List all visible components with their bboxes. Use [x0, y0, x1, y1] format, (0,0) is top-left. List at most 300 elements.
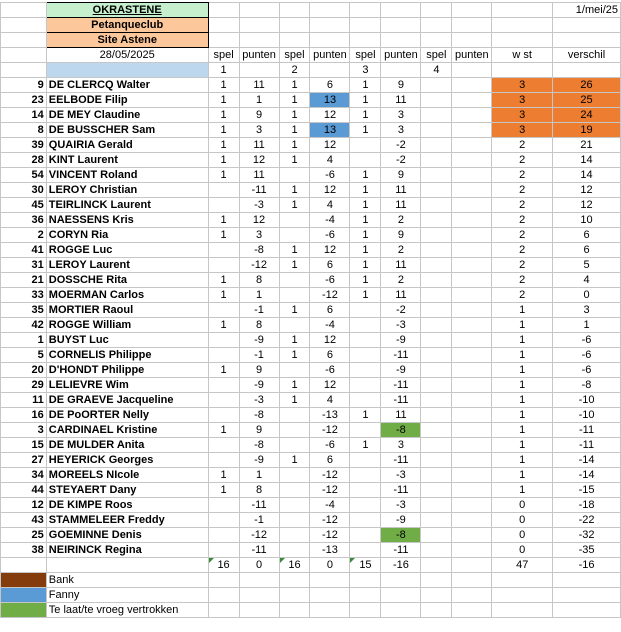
- score-s3: 1: [350, 438, 381, 453]
- score-p3: -9: [381, 333, 421, 348]
- score-p2: 4: [310, 393, 350, 408]
- player-name: ROGGE Luc: [46, 243, 208, 258]
- score-s4: [421, 333, 452, 348]
- player-name: DE PoORTER Nelly: [46, 408, 208, 423]
- score-s1: 1: [208, 423, 239, 438]
- legend-label: Bank: [46, 573, 208, 588]
- score-s1: 1: [208, 273, 239, 288]
- score-s2: 1: [279, 138, 310, 153]
- table-row: [1, 183, 621, 198]
- wins-cell: 2: [492, 258, 553, 273]
- player-name: BUYST Luc: [46, 333, 208, 348]
- player-number: 31: [1, 258, 47, 273]
- score-s3: [350, 453, 381, 468]
- difference-cell: 24: [553, 108, 621, 123]
- legend-empty: [381, 588, 421, 603]
- difference-cell: -6: [553, 348, 621, 363]
- score-p4: [452, 258, 492, 273]
- score-p3: 9: [381, 168, 421, 183]
- score-p1: 1: [239, 468, 279, 483]
- score-p2: -6: [310, 228, 350, 243]
- score-p3: -9: [381, 363, 421, 378]
- wins-cell: 2: [492, 183, 553, 198]
- table-row: [1, 438, 621, 453]
- player-number: 21: [1, 273, 47, 288]
- score-s2: 1: [279, 153, 310, 168]
- player-number: 2: [1, 228, 47, 243]
- player-number: 25: [1, 528, 47, 543]
- difference-cell: 10: [553, 213, 621, 228]
- score-p4: [452, 528, 492, 543]
- difference-cell: 4: [553, 273, 621, 288]
- score-p4: [452, 168, 492, 183]
- score-s2: [279, 288, 310, 303]
- difference-cell: 6: [553, 228, 621, 243]
- legend-empty: [492, 573, 553, 588]
- score-s2: 1: [279, 453, 310, 468]
- player-name: NEIRINCK Regina: [46, 543, 208, 558]
- score-s2: [279, 543, 310, 558]
- score-p2: -12: [310, 288, 350, 303]
- club-title: OKRASTENE: [46, 3, 208, 18]
- table-row: [1, 288, 621, 303]
- score-s1: 1: [208, 318, 239, 333]
- total-s3: 15: [350, 558, 381, 573]
- player-number: 54: [1, 168, 47, 183]
- difference-cell: -18: [553, 498, 621, 513]
- score-s4: [421, 528, 452, 543]
- col-spel-2: spel: [279, 48, 310, 63]
- score-p2: -6: [310, 168, 350, 183]
- score-p1: -9: [239, 378, 279, 393]
- score-s1: 1: [208, 213, 239, 228]
- difference-cell: -6: [553, 333, 621, 348]
- player-number: 29: [1, 378, 47, 393]
- total-p3: -16: [381, 558, 421, 573]
- score-p3: 3: [381, 123, 421, 138]
- table-row: [1, 408, 621, 423]
- player-name: DE KIMPE Roos: [46, 498, 208, 513]
- difference-cell: -10: [553, 408, 621, 423]
- score-s2: 1: [279, 243, 310, 258]
- wins-cell: 3: [492, 78, 553, 93]
- player-name: DE CLERCQ Walter: [46, 78, 208, 93]
- player-number: 43: [1, 513, 47, 528]
- score-s1: [208, 183, 239, 198]
- score-s3: [350, 528, 381, 543]
- difference-cell: 0: [553, 288, 621, 303]
- total-ver: -16: [553, 558, 621, 573]
- score-s4: [421, 78, 452, 93]
- legend-empty: [310, 588, 350, 603]
- score-s2: [279, 528, 310, 543]
- score-s2: [279, 408, 310, 423]
- score-s1: 1: [208, 138, 239, 153]
- score-p2: -6: [310, 273, 350, 288]
- col-spel-3: spel: [350, 48, 381, 63]
- score-p3: -11: [381, 378, 421, 393]
- score-s1: [208, 438, 239, 453]
- legend-swatch: [1, 588, 47, 603]
- table-row: [1, 138, 621, 153]
- player-number: 8: [1, 123, 47, 138]
- club-subtitle: Petanqueclub: [46, 18, 208, 33]
- wins-cell: 1: [492, 438, 553, 453]
- total-p2: 0: [310, 558, 350, 573]
- score-p3: -11: [381, 393, 421, 408]
- legend-row: [1, 588, 621, 603]
- score-s2: 1: [279, 123, 310, 138]
- score-p2: 12: [310, 243, 350, 258]
- difference-cell: 12: [553, 183, 621, 198]
- col-punten-3: punten: [381, 48, 421, 63]
- score-p4: [452, 378, 492, 393]
- score-p3: -2: [381, 138, 421, 153]
- player-number: 42: [1, 318, 47, 333]
- legend-empty: [208, 573, 239, 588]
- player-number: 11: [1, 393, 47, 408]
- table-row: [1, 123, 621, 138]
- wins-cell: 2: [492, 138, 553, 153]
- legend-empty: [452, 573, 492, 588]
- score-p1: 11: [239, 78, 279, 93]
- score-s4: [421, 498, 452, 513]
- score-s1: [208, 543, 239, 558]
- score-p1: -8: [239, 408, 279, 423]
- score-s2: [279, 438, 310, 453]
- difference-cell: 21: [553, 138, 621, 153]
- score-s1: 1: [208, 93, 239, 108]
- score-p1: -1: [239, 303, 279, 318]
- score-s3: 1: [350, 108, 381, 123]
- player-name: MORTIER Raoul: [46, 303, 208, 318]
- wins-cell: 1: [492, 333, 553, 348]
- wins-cell: 0: [492, 498, 553, 513]
- score-p2: 13: [310, 93, 350, 108]
- legend-empty: [239, 588, 279, 603]
- player-number: 16: [1, 408, 47, 423]
- score-p4: [452, 468, 492, 483]
- wins-cell: 1: [492, 423, 553, 438]
- player-number: 20: [1, 363, 47, 378]
- score-s1: 1: [208, 153, 239, 168]
- score-p4: [452, 453, 492, 468]
- score-s2: 1: [279, 183, 310, 198]
- score-s1: [208, 498, 239, 513]
- score-s4: [421, 243, 452, 258]
- difference-cell: -32: [553, 528, 621, 543]
- score-p2: -12: [310, 528, 350, 543]
- score-p1: -3: [239, 198, 279, 213]
- score-p4: [452, 228, 492, 243]
- legend-label: Te laat/te vroeg vertrokken: [46, 603, 208, 618]
- col-wst: w st: [492, 48, 553, 63]
- score-p2: 12: [310, 108, 350, 123]
- score-s3: 1: [350, 93, 381, 108]
- player-name: D'HONDT Philippe: [46, 363, 208, 378]
- score-p3: -11: [381, 348, 421, 363]
- club-site: Site Astene: [46, 33, 208, 48]
- table-row: [1, 273, 621, 288]
- score-s3: 1: [350, 258, 381, 273]
- score-p2: -6: [310, 438, 350, 453]
- table-row: [1, 423, 621, 438]
- score-p2: 4: [310, 198, 350, 213]
- player-number: 30: [1, 183, 47, 198]
- wins-cell: 0: [492, 513, 553, 528]
- total-p1: 0: [239, 558, 279, 573]
- total-s1: 16: [208, 558, 239, 573]
- score-p1: 9: [239, 108, 279, 123]
- legend-empty: [279, 573, 310, 588]
- score-s4: [421, 423, 452, 438]
- legend-empty: [208, 588, 239, 603]
- score-p3: 11: [381, 183, 421, 198]
- table-row: [1, 333, 621, 348]
- score-s1: 1: [208, 168, 239, 183]
- score-s1: [208, 348, 239, 363]
- score-p1: -11: [239, 498, 279, 513]
- score-p4: [452, 318, 492, 333]
- score-s3: [350, 423, 381, 438]
- score-s2: [279, 483, 310, 498]
- player-name: LELIEVRE Wim: [46, 378, 208, 393]
- score-p2: 12: [310, 138, 350, 153]
- difference-cell: -14: [553, 468, 621, 483]
- player-number: 45: [1, 198, 47, 213]
- score-s2: [279, 498, 310, 513]
- player-name: HEYERICK Georges: [46, 453, 208, 468]
- legend-empty: [452, 588, 492, 603]
- col-punten-1: punten: [239, 48, 279, 63]
- player-name: MOERMAN Carlos: [46, 288, 208, 303]
- score-s4: [421, 438, 452, 453]
- table-row: [1, 393, 621, 408]
- player-number: 15: [1, 438, 47, 453]
- score-s1: [208, 198, 239, 213]
- score-s3: 1: [350, 408, 381, 423]
- score-p4: [452, 213, 492, 228]
- wins-cell: 0: [492, 543, 553, 558]
- score-p2: -4: [310, 318, 350, 333]
- score-p4: [452, 288, 492, 303]
- difference-cell: 6: [553, 243, 621, 258]
- score-p1: -12: [239, 258, 279, 273]
- table-row: [1, 258, 621, 273]
- score-s4: [421, 108, 452, 123]
- legend-empty: [239, 573, 279, 588]
- total-wst: 47: [492, 558, 553, 573]
- score-s3: [350, 318, 381, 333]
- score-s3: [350, 153, 381, 168]
- score-p3: 2: [381, 243, 421, 258]
- score-p3: -11: [381, 543, 421, 558]
- player-name: ROGGE William: [46, 318, 208, 333]
- score-p4: [452, 123, 492, 138]
- score-p4: [452, 198, 492, 213]
- score-p4: [452, 363, 492, 378]
- score-s2: 1: [279, 78, 310, 93]
- score-s1: 1: [208, 108, 239, 123]
- legend-empty: [452, 603, 492, 618]
- score-s4: [421, 468, 452, 483]
- col-spel-4: spel: [421, 48, 452, 63]
- table-row: [1, 513, 621, 528]
- round-3: 3: [350, 63, 381, 78]
- score-p3: -3: [381, 498, 421, 513]
- table-row: [1, 168, 621, 183]
- score-s1: [208, 258, 239, 273]
- legend-empty: [208, 603, 239, 618]
- score-p1: -9: [239, 333, 279, 348]
- legend-empty: [381, 603, 421, 618]
- difference-cell: -11: [553, 423, 621, 438]
- legend-empty: [421, 588, 452, 603]
- table-row: [1, 78, 621, 93]
- table-row: [1, 198, 621, 213]
- score-p3: 11: [381, 258, 421, 273]
- player-number: 39: [1, 138, 47, 153]
- score-s2: 1: [279, 108, 310, 123]
- wins-cell: 3: [492, 93, 553, 108]
- score-s1: 1: [208, 363, 239, 378]
- difference-cell: 1: [553, 318, 621, 333]
- wins-cell: 2: [492, 213, 553, 228]
- score-s2: 1: [279, 303, 310, 318]
- score-s1: 1: [208, 228, 239, 243]
- score-p2: -4: [310, 498, 350, 513]
- wins-cell: 2: [492, 168, 553, 183]
- score-s4: [421, 318, 452, 333]
- score-s4: [421, 183, 452, 198]
- player-name: DE GRAEVE Jacqueline: [46, 393, 208, 408]
- score-s2: 1: [279, 348, 310, 363]
- table-row: [1, 153, 621, 168]
- score-p2: -12: [310, 483, 350, 498]
- score-p1: 12: [239, 153, 279, 168]
- legend-empty: [421, 603, 452, 618]
- player-name: GOEMINNE Denis: [46, 528, 208, 543]
- round-1: 1: [208, 63, 239, 78]
- total-s4: [421, 558, 452, 573]
- table-row: [1, 483, 621, 498]
- score-p2: 13: [310, 123, 350, 138]
- totals-empty-1: [1, 558, 47, 573]
- score-s4: [421, 138, 452, 153]
- legend-row: [1, 603, 621, 618]
- score-p3: -2: [381, 303, 421, 318]
- score-s3: [350, 498, 381, 513]
- score-s3: [350, 543, 381, 558]
- score-p2: 12: [310, 378, 350, 393]
- score-p3: -3: [381, 318, 421, 333]
- score-p4: [452, 243, 492, 258]
- top-right-date: 1/mei/25: [553, 3, 621, 18]
- player-name: VINCENT Roland: [46, 168, 208, 183]
- score-p2: 6: [310, 453, 350, 468]
- table-row: [1, 543, 621, 558]
- player-number: 3: [1, 423, 47, 438]
- score-s4: [421, 213, 452, 228]
- wins-cell: 2: [492, 273, 553, 288]
- difference-cell: 3: [553, 303, 621, 318]
- score-p1: -11: [239, 543, 279, 558]
- player-name: DE MEY Claudine: [46, 108, 208, 123]
- score-s2: [279, 468, 310, 483]
- table-row: [1, 228, 621, 243]
- wins-cell: 2: [492, 243, 553, 258]
- difference-cell: -8: [553, 378, 621, 393]
- legend-empty: [279, 588, 310, 603]
- scores-table: [0, 2, 621, 618]
- totals-row: [1, 558, 621, 573]
- table-row: [1, 348, 621, 363]
- score-s3: 1: [350, 243, 381, 258]
- score-p3: 2: [381, 273, 421, 288]
- score-p2: 6: [310, 258, 350, 273]
- score-p1: -11: [239, 183, 279, 198]
- difference-cell: 14: [553, 168, 621, 183]
- col-spel-1: spel: [208, 48, 239, 63]
- score-s3: [350, 333, 381, 348]
- score-s2: [279, 513, 310, 528]
- wins-cell: 1: [492, 453, 553, 468]
- player-name: QUAIRIA Gerald: [46, 138, 208, 153]
- player-number: 9: [1, 78, 47, 93]
- score-p1: -1: [239, 348, 279, 363]
- score-s3: 1: [350, 183, 381, 198]
- table-row: [1, 363, 621, 378]
- score-p4: [452, 348, 492, 363]
- score-p1: -8: [239, 243, 279, 258]
- table-row: [1, 453, 621, 468]
- score-p2: 6: [310, 303, 350, 318]
- score-p3: -8: [381, 528, 421, 543]
- score-s1: [208, 528, 239, 543]
- table-row: [1, 318, 621, 333]
- score-s4: [421, 408, 452, 423]
- score-s4: [421, 483, 452, 498]
- score-s3: 1: [350, 123, 381, 138]
- score-p1: 9: [239, 423, 279, 438]
- legend-empty: [381, 573, 421, 588]
- score-s4: [421, 288, 452, 303]
- difference-cell: -14: [553, 453, 621, 468]
- player-name: MOREELS NIcole: [46, 468, 208, 483]
- score-p3: 3: [381, 108, 421, 123]
- score-p3: -2: [381, 153, 421, 168]
- score-p4: [452, 483, 492, 498]
- score-p4: [452, 393, 492, 408]
- score-p3: -11: [381, 483, 421, 498]
- score-p1: 8: [239, 483, 279, 498]
- wins-cell: 2: [492, 153, 553, 168]
- difference-cell: 26: [553, 78, 621, 93]
- score-s3: 1: [350, 228, 381, 243]
- score-s4: [421, 543, 452, 558]
- score-s1: [208, 393, 239, 408]
- score-p4: [452, 108, 492, 123]
- table-row: [1, 498, 621, 513]
- player-number: 36: [1, 213, 47, 228]
- legend-empty: [553, 588, 621, 603]
- score-p4: [452, 303, 492, 318]
- score-s4: [421, 363, 452, 378]
- player-name: NAESSENS Kris: [46, 213, 208, 228]
- score-p2: -4: [310, 213, 350, 228]
- score-s2: [279, 423, 310, 438]
- score-p2: 6: [310, 78, 350, 93]
